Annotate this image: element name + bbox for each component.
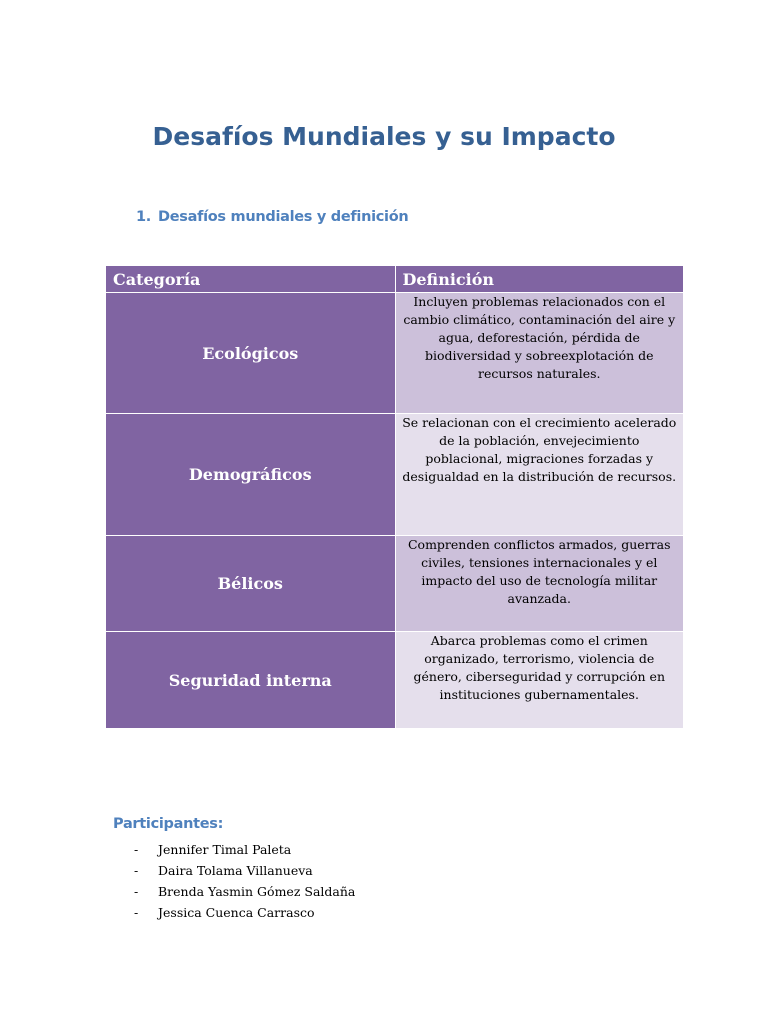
participant-name: Jessica Cuenca Carrasco — [158, 905, 315, 920]
header-category: Categoría — [106, 266, 395, 293]
list-item — [134, 881, 355, 902]
section-heading — [136, 209, 408, 225]
list-item — [134, 860, 355, 881]
definition-cell: Incluyen problemas relacionados con el cambio climático, contaminación del aire y agua, deforestación, pérdida de biodiversidad y sobreexplotación de recursos naturales. — [395, 293, 683, 414]
table-header-row — [106, 266, 683, 293]
definition-cell: Se relacionan con el crecimiento acelerado de la población, envejecimiento poblacional, migraciones forzadas y desigualdad en la distribución de recursos. — [395, 414, 683, 536]
list-item — [134, 902, 355, 923]
participants-list — [134, 839, 355, 923]
list-item — [134, 839, 355, 860]
bullet-dash: - — [134, 884, 139, 899]
section-number: 1. — [136, 209, 151, 225]
table-row — [106, 293, 683, 414]
table-row — [106, 536, 683, 632]
bullet-dash: - — [134, 905, 139, 920]
table-row — [106, 632, 683, 729]
definition-cell: Comprenden conflictos armados, guerras civiles, tensiones internacionales y el impacto del uso de tecnología militar avanzada. — [395, 536, 683, 632]
bullet-dash: - — [134, 842, 139, 857]
table-row — [106, 414, 683, 536]
category-cell: Bélicos — [106, 536, 395, 632]
participant-name: Jennifer Timal Paleta — [158, 842, 292, 857]
header-definition: Definición — [395, 266, 683, 293]
participants-heading: Participantes: — [113, 816, 224, 832]
category-cell: Seguridad interna — [106, 632, 395, 729]
category-cell: Ecológicos — [106, 293, 395, 414]
section-heading-text: Desafíos mundiales y definición — [158, 209, 409, 225]
document-title: Desafíos Mundiales y su Impacto — [152, 122, 616, 151]
challenges-table — [106, 266, 684, 729]
bullet-dash: - — [134, 863, 139, 878]
participant-name: Daira Tolama Villanueva — [158, 863, 313, 878]
participant-name: Brenda Yasmin Gómez Saldaña — [158, 884, 356, 899]
category-cell: Demográficos — [106, 414, 395, 536]
definition-cell: Abarca problemas como el crimen organizado, terrorismo, violencia de género, ciberseguridad y corrupción en instituciones gubernamentales. — [395, 632, 683, 729]
